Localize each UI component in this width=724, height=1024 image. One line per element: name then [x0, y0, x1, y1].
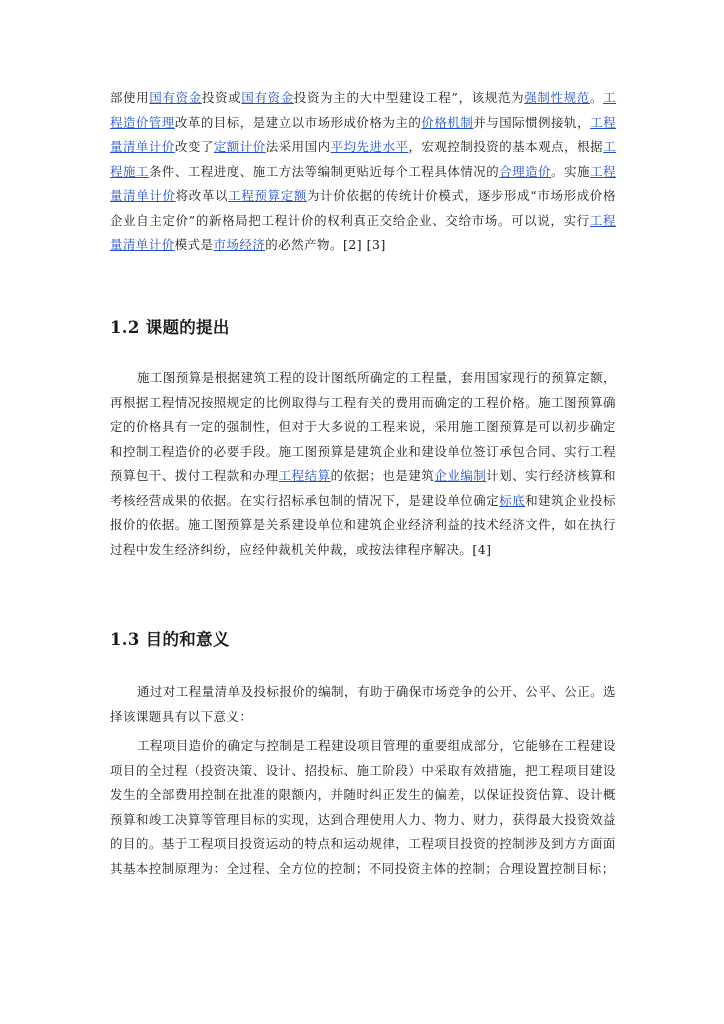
- inline-link[interactable]: 工程量清单计价: [110, 212, 616, 252]
- inline-link[interactable]: 工程造价管理: [110, 90, 617, 130]
- section-1-3-heading: 1.3 目的和意义: [110, 630, 230, 649]
- inline-link[interactable]: 工程量清单计价: [110, 114, 617, 154]
- text-run: 将改革以: [175, 188, 229, 203]
- text-run: 为计价依据的传统计价模式，逐步形成“市场形成价格企业自主定价”的新格局把工程计价的权利真正交给企业、交给市场。可以说，实行: [110, 188, 616, 228]
- inline-link[interactable]: 合理造价: [499, 163, 552, 179]
- inline-link[interactable]: 价格机制: [421, 114, 474, 130]
- text-run: 模式是: [174, 237, 214, 252]
- inline-link[interactable]: 工程量清单计价: [110, 163, 617, 203]
- text-run: 改革的目标，是建立以市场形成价格为主的: [174, 114, 422, 130]
- text-run: 和建筑企业投标报价的依据。施工图预算是关系建设单位和建筑企业经济利益的技术经济文件，如在执行过程中发生经济纠纷，应经仲裁机关仲裁，或按法律程序解决。[4]: [110, 492, 616, 557]
- inline-link[interactable]: 工程结算: [278, 468, 331, 483]
- text-run: ，宏观控制投资的基本观点，根据: [408, 139, 604, 154]
- text-run: 施工图预算是根据建筑工程的设计图纸所确定的工程量，套用国家现行的预算定额，再根据工程情况按照规定的比例取得与工程有关的费用而确定的工程价格。施工图预算确定的价格具有一定的强制性，但对于大多说的工程来说，采用施工图预算是可以初步确定和控制工程造价的必要手段。施工图预算是建筑企业和建设单位签订承包合同、实行工程预算包干、拨付工程款和办理: [110, 370, 616, 483]
- section-1-3-paragraph-body: 工程项目造价的确定与控制是工程建设项目管理的重要组成部分，它能够在工程建设项目的全过程（投资决策、设计、招投标、施工阶段）中采取有效措施，把工程项目建设发生的全部费用控制在批准的限额内，并随时纠正发生的偏差，以保证投资估算、设计概预算和竣工决算等管理目标的实现，达到合理使用人力、物力、财力，获得最大投资效益的目的。基于工程项目投资运动的特点和运动规律，工程项目投资的控制涉及到方方面面其基本控制原理为：全过程、全方位的控制；不同投资主体的控制；合理设置控制目标；: [110, 738, 616, 876]
- section-1-1-paragraph: [110, 86, 616, 258]
- inline-link[interactable]: 强制性规范: [524, 90, 590, 105]
- inline-link[interactable]: 工程施工: [110, 139, 617, 179]
- section-1-2-heading: 1.2 课题的提出: [110, 318, 230, 337]
- text-run: 。: [589, 90, 604, 105]
- text-run: 的必然产物。[2] [3]: [265, 237, 386, 252]
- inline-link[interactable]: 定额计价: [213, 139, 266, 154]
- text-run: 并与国际惯例接轨，: [473, 114, 591, 130]
- text-run: 计划、实行经济核算和考核经营成果的依据。在实行招标承包制的情况下，是建设单位确定: [110, 468, 617, 508]
- text-run: 的依据；也是建筑: [330, 468, 435, 483]
- text-run: 投资为主的大中型建设工程”，该规范为: [293, 90, 525, 105]
- text-run: 法采用国内: [265, 139, 331, 154]
- text-run: 条件、工程进度、施工方法等编制更贴近每个工程具体情况的: [148, 163, 500, 179]
- text-run: 部使用: [110, 90, 150, 105]
- inline-link[interactable]: 标底: [499, 492, 526, 508]
- inline-link[interactable]: 工程预算定额: [228, 188, 308, 203]
- inline-link[interactable]: 平均先进水平: [330, 139, 409, 154]
- text-run: 。实施: [551, 163, 591, 179]
- inline-link[interactable]: 市场经济: [213, 237, 266, 252]
- inline-link[interactable]: 国有资金: [241, 90, 294, 105]
- section-1-3-paragraph-intro: 通过对工程量清单及投标报价的编制，有助于确保市场竞争的公开、公平、公正。选择该课题具有以下意义：: [110, 684, 616, 724]
- inline-link[interactable]: 国有资金: [149, 90, 202, 105]
- text-run: 改变了: [174, 139, 214, 154]
- inline-link[interactable]: 企业编制: [434, 468, 487, 483]
- text-run: 投资或: [201, 90, 242, 105]
- section-1-2-paragraph: [110, 366, 616, 562]
